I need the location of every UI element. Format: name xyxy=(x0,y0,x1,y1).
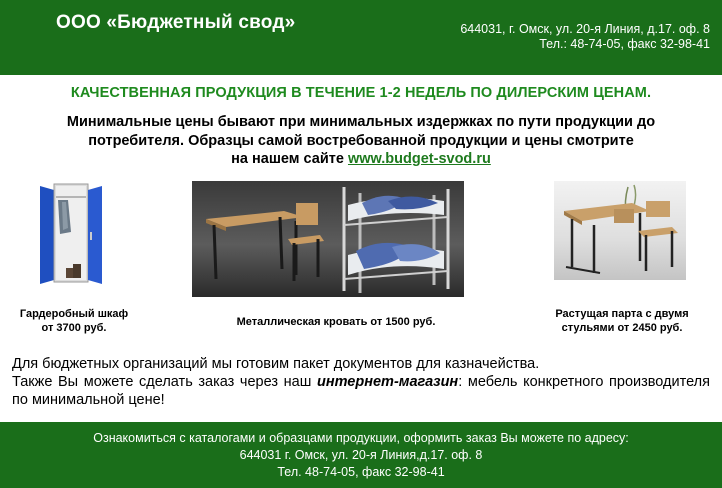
body-line-2-prefix: Также Вы можете сделать заказ через наш xyxy=(12,374,317,390)
intro-text xyxy=(20,113,702,169)
online-shop-link[interactable]: интернет-магазин xyxy=(316,374,459,390)
bed-photo xyxy=(192,181,464,297)
site-link[interactable]: www.budget-svod.ru xyxy=(347,151,491,167)
desk-photo xyxy=(554,181,686,280)
company-name: ООО «Бюджетный свод» xyxy=(56,12,296,33)
wardrobe-price: от 3700 руб. xyxy=(41,322,107,334)
footer-address: 644031 г. Омск, ул. 20-я Линия,д.17. оф. 8 xyxy=(239,448,483,462)
headline: КАЧЕСТВЕННАЯ ПРОДУКЦИЯ В ТЕЧЕНИЕ 1-2 НЕДЕЛЬ ПО ДИЛЕРСКИМ ЦЕНАМ. xyxy=(70,85,652,101)
wardrobe-caption xyxy=(4,307,144,335)
wardrobe-photo xyxy=(38,180,104,288)
desk-caption xyxy=(540,307,704,335)
bed-caption: Металлическая кровать от 1500 руб. xyxy=(236,316,436,328)
body-line-2 xyxy=(12,373,710,409)
body-text xyxy=(12,355,710,409)
body-line-1: Для бюджетных организаций мы готовим пакет документов для казначейства. xyxy=(12,356,540,372)
intro-line-3 xyxy=(20,150,702,169)
header-address: 644031, г. Омск, ул. 20-я Линия, д.17. оф. 8 xyxy=(460,22,710,36)
footer-line-1: Ознакомиться с каталогами и образцами продукции, оформить заказ Вы можете по адресу: xyxy=(93,431,629,445)
header-bar xyxy=(0,0,722,75)
footer-bar xyxy=(0,422,722,488)
intro-line-3-prefix: на нашем сайте xyxy=(231,151,348,167)
intro-line-2: потребителя. Образцы самой востребованной продукции и цены смотрите xyxy=(88,132,634,149)
intro-line-1: Минимальные цены бывают при минимальных издержках по пути продукции до xyxy=(66,114,656,130)
desk-price: стульями от 2450 руб. xyxy=(561,322,683,334)
footer-phones: Тел. 48-74-05, факс 32-98-41 xyxy=(277,465,445,479)
wardrobe-caption-line-1: Гардеробный шкаф xyxy=(19,308,129,320)
body-line-2-suffix: : мебель конкретного производителя по минимальной цене! xyxy=(12,374,710,408)
header-phones: Тел.: 48-74-05, факс 32-98-41 xyxy=(539,37,710,51)
header-contacts xyxy=(460,22,710,52)
desk-caption-line-1: Растущая парта с двумя xyxy=(555,308,689,320)
